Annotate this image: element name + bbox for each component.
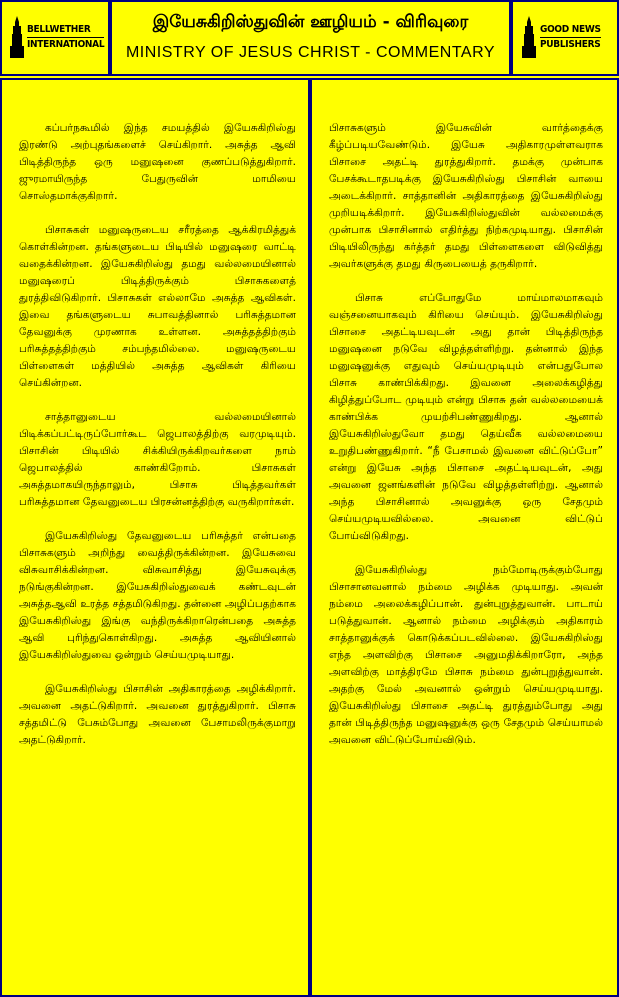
paragraph: பிசாசு எப்போதுமே மாய்மாலமாகவும் வஞ்சனையாகவும் கிரியை செய்யும். இயேசுகிறிஸ்து பிசாசை அதட்டியவுடன் அது தான் பிடித்திருந்த மனுஷனை நடுவே விழத்தள்ளிற்று. தன்னால் இந்த மனுஷனுக்கு எதுவும் செய்யமுடியும் என்பதுபோல பிசாசு காண்பிக்கிறது. இவனை அலைக்கழித்து கிழித்துப்போட முடியும் என்று பிசாசு தன் வல்லமையைக் காண்பிக்க முயற்சிபண்ணுகிறது. ஆனால் இயேசுகிறிஸ்துவோ தமது தெய்வீக வல்லமையை உறுதிபண்ணுகிறார். “நீ பேசாமல் இவனை விட்டுப்போ” என்று இயேசு அந்த பிசாசை அதட்டியவுடன், அது அவனை ஜனங்களின் நடுவே விழத்தள்ளிற்று. ஆனால் அந்த பிசாசினால் அவனுக்கு ஒரு சேதமும் செய்யமுடியவில்லை. அவனை விட்டுப் போய்விடுகிறது. — [329, 292, 603, 542]
bell-tower-icon — [10, 16, 24, 58]
bellwether-logo — [10, 16, 104, 58]
logo-right-line1: GOOD NEWS — [540, 23, 601, 38]
page-title-english: MINISTRY OF JESUS CHRIST - COMMENTARY — [125, 44, 496, 61]
left-column-text — [19, 120, 296, 766]
logo-left-line2: INTERNATIONAL — [27, 38, 105, 50]
title-panel — [110, 0, 511, 76]
right-column-text — [329, 120, 603, 766]
logo-left-panel — [0, 0, 110, 76]
bell-tower-icon — [521, 16, 537, 58]
paragraph: இயேசுகிறிஸ்து தேவனுடைய பரிசுத்தர் என்பதை பிசாசுகளும் அறிந்து வைத்திருக்கின்றன. இயேசுவை விசுவாசிக்கின்றன. விசுவாசித்து இயேசுவுக்கு நடுங்குகின்றன. இயேசுகிறிஸ்துவைக் கண்டவுடன் அசுத்தஆவி உரத்த சத்தமிடுகிறது. தன்னை அழிப்பதற்காக இயேசுகிறிஸ்து இங்கு வந்திருக்கிறாரென்பதை அசுத்த ஆவி புரிந்துகொள்கிறது. அசுத்த ஆவியினால் இயேசுகிறிஸ்துவை ஒன்றும் செய்யமுடியாது. — [19, 530, 296, 661]
logo-right-line2: PUBLISHERS — [540, 38, 601, 50]
logo-left-line1: BELLWETHER — [27, 23, 104, 38]
paragraph: இயேசுகிறிஸ்து நம்மோடிருக்கும்போது பிசாசானவனால் நம்மை அழிக்க முடியாது. அவன் நம்மை அலைக்கழிப்பான். துன்புறுத்துவான். பாடாய் படுத்துவான். ஆனால் நம்மை அழிக்கும் அதிகாரம் சாத்தானுக்குக் கொடுக்கப்படவில்லை. இயேசுகிறிஸ்து எந்த அளவிற்கு பிசாசை அனுமதிக்கிறாரோ, அந்த அளவிற்கு மாத்திரமே பிசாசு நம்மை துன்புறுத்துவான். அதற்கு மேல் அவனால் ஒன்றும் செய்யமுடியாது. இயேசுகிறிஸ்து பிசாசை அதட்டி துரத்தும்போது அது தான் பிடித்திருந்த மனுஷனுக்கு ஒரு சேதமும் செய்யாமல் அவனை விட்டுப்போய்விடும். — [329, 564, 603, 746]
left-column — [0, 78, 310, 997]
logo-right-panel — [511, 0, 619, 76]
good-news-logo — [521, 16, 601, 58]
paragraph: பிசாசுகளும் இயேசுவின் வார்த்தைக்கு கீழ்ப்படியவேண்டும். இயேசு அதிகாரமுள்ளவராக பிசாசை அதட்டி துரத்துகிறார். தமக்கு முன்பாக பேசக்கூடாதபடிக்கு இயேசுகிறிஸ்து பிசாசின் வாயை அடைக்கிறார். சாத்தானின் அதிகாரத்தை இயேசுகிறிஸ்து முறியடிக்கிறார். இயேசுகிறிஸ்துவின் வல்லமைக்கு முன்பாக பிசாசினால் எதிர்த்து நிற்கமுடியாது. பிசாசின் பிடியிலிருந்து கர்த்தர் தமது பிள்ளைகளை விடுவித்து அவர்களுக்கு தமது கிருபையைத் தருகிறார். — [329, 122, 603, 270]
page-title-tamil: இயேசுகிறிஸ்துவின் ஊழியம் - விரிவுரை — [152, 12, 469, 32]
paragraph: சாத்தானுடைய வல்லமையினால் பிடிக்கப்பட்டிருப்போர்கூட ஜெபாலத்திற்கு வரமுடியும். பிசாசின் பிடியில் சிக்கியிருக்கிறவர்களை நாம் ஜெபாலத்தில் காண்கிறோம். பிசாசுகள் அசுத்தமாகயிருந்தாலும், பிசாசு பிடித்தவர்கள் பரிசுத்தமான தேவனுடைய பிரசன்னத்திற்கு வருகிறார்கள். — [19, 411, 296, 508]
paragraph: பிசாசுகள் மனுஷருடைய சரீரத்தை ஆக்கிரமித்துக் கொள்கின்றன. தங்களுடைய பிடியில் மனுஷரை வாட்டி வதைக்கின்றன. இயேசுகிறிஸ்து தமது வல்லமையினால் மனுஷரைப் பிடித்திருக்கும் பிசாசுகளைத் துரத்திவிடுகிறார். பிசாசுகள் எல்லாமே அசுத்த ஆவிகள். இவை தங்களுடைய சுபாவத்தினால் பரிசுத்தமான தேவனுக்கு முரணாக உள்ளன. அசுத்தத்திற்கும் பரிசுத்தத்திற்கும் சம்பந்தமில்லை. மனுஷருடைய பிள்ளைகள் மத்தியில் அசுத்த ஆவிகள் கிரியை செய்கின்றன. — [19, 224, 296, 389]
paragraph: கப்பர்நகூமில் இந்த சமயத்தில் இயேசுகிறிஸ்து இரண்டு அற்புதங்களைச் செய்கிறார். அசுத்த ஆவி பிடித்திருந்த ஒரு மனுஷனை குணப்படுத்துகிறார். ஜுரமாயிருந்த பேதுருவின் மாமியை சொஸ்தமாக்குகிறார். — [19, 122, 296, 202]
paragraph: இயேசுகிறிஸ்து பிசாசின் அதிகாரத்தை அழிக்கிறார். அவனை அதட்டுகிறார். அவனை துரத்துகிறார். பிசாசு சத்தமிட்டு பேசும்போது அவனை பேசாமலிருக்குமாறு அதட்டுகிறார். — [19, 683, 296, 746]
right-column — [310, 78, 619, 997]
